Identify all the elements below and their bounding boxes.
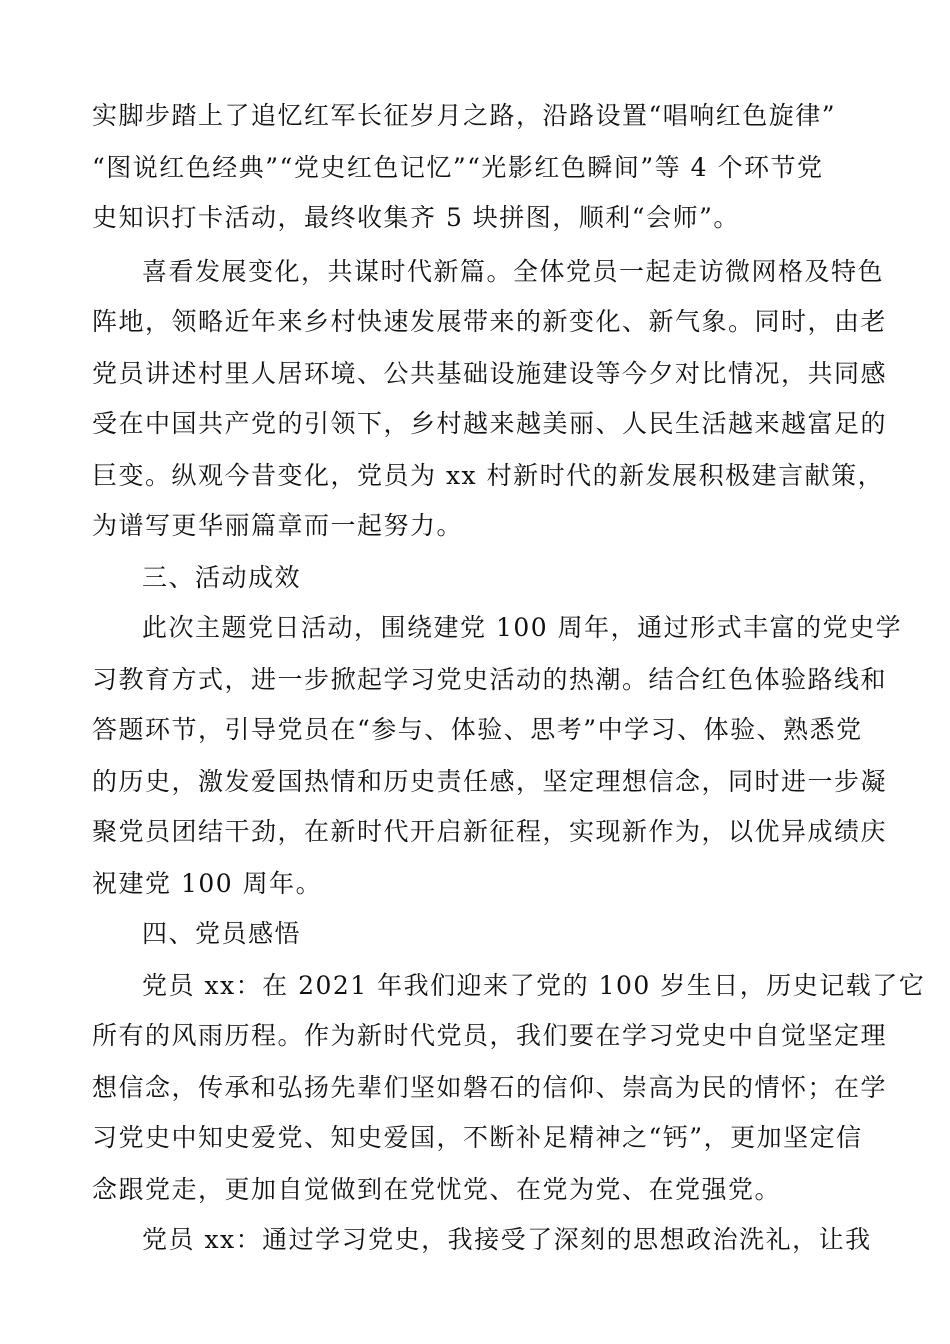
paragraph-first-line: 党员 xx：在 2021 年我们迎来了党的 100 岁生日，历史记载了它 bbox=[142, 971, 926, 1000]
section-heading-member-reflections: 四、党员感悟 bbox=[142, 919, 302, 948]
text-line: “图说红色经典”“党史红色记忆”“光影红色瞬间”等 4 个环节党 bbox=[92, 153, 824, 182]
text-line: 祝建党 100 周年。 bbox=[92, 869, 323, 898]
paragraph-first-line: 喜看发展变化，共谋时代新篇。全体党员一起走访微网格及特色 bbox=[142, 257, 885, 286]
paragraph-first-line: 此次主题党日活动，围绕建党 100 周年，通过形式丰富的党史学 bbox=[142, 613, 903, 642]
text-line: 巨变。纵观今昔变化，党员为 xx 村新时代的新发展积极建言献策， bbox=[92, 461, 885, 490]
text-line: 想信念，传承和弘扬先辈们坚如磐石的信仰、崇高为民的情怀；在学 bbox=[92, 1073, 888, 1102]
text-line: 的历史，激发爱国热情和历史责任感，坚定理想信念，同时进一步凝 bbox=[92, 767, 888, 796]
text-line: 党员讲述村里人居环境、公共基础设施建设等今夕对比情况，共同感 bbox=[92, 359, 888, 388]
paragraph-first-line: 党员 xx：通过学习党史，我接受了深刻的思想政治洗礼，让我 bbox=[142, 1225, 872, 1254]
text-line: 为谱写更华丽篇章而一起努力。 bbox=[92, 511, 464, 540]
text-line: 实脚步踏上了追忆红军长征岁月之路，沿路设置“唱响红色旋律” bbox=[92, 101, 837, 130]
text-line: 受在中国共产党的引领下，乡村越来越美丽、人民生活越来越富足的 bbox=[92, 409, 888, 438]
text-line: 阵地，领略近年来乡村快速发展带来的新变化、新气象。同时，由老 bbox=[92, 307, 888, 336]
text-line: 习教育方式，进一步掀起学习党史活动的热潮。结合红色体验路线和 bbox=[92, 665, 888, 694]
text-line: 所有的风雨历程。作为新时代党员，我们要在学习党史中自觉坚定理 bbox=[92, 1021, 888, 1050]
text-line: 聚党员团结干劲，在新时代开启新征程，实现新作为，以优异成绩庆 bbox=[92, 817, 888, 846]
section-heading-activity-results: 三、活动成效 bbox=[142, 563, 302, 592]
text-line: 答题环节，引导党员在“参与、体验、思考”中学习、体验、熟悉党 bbox=[92, 715, 863, 744]
text-line: 史知识打卡活动，最终收集齐 5 块拼图，顺利“会师”。 bbox=[92, 203, 740, 232]
text-line: 习党史中知史爱党、知史爱国，不断补足精神之“钙”，更加坚定信 bbox=[92, 1123, 863, 1152]
text-line: 念跟党走，更加自觉做到在党忧党、在党为党、在党强党。 bbox=[92, 1175, 782, 1204]
